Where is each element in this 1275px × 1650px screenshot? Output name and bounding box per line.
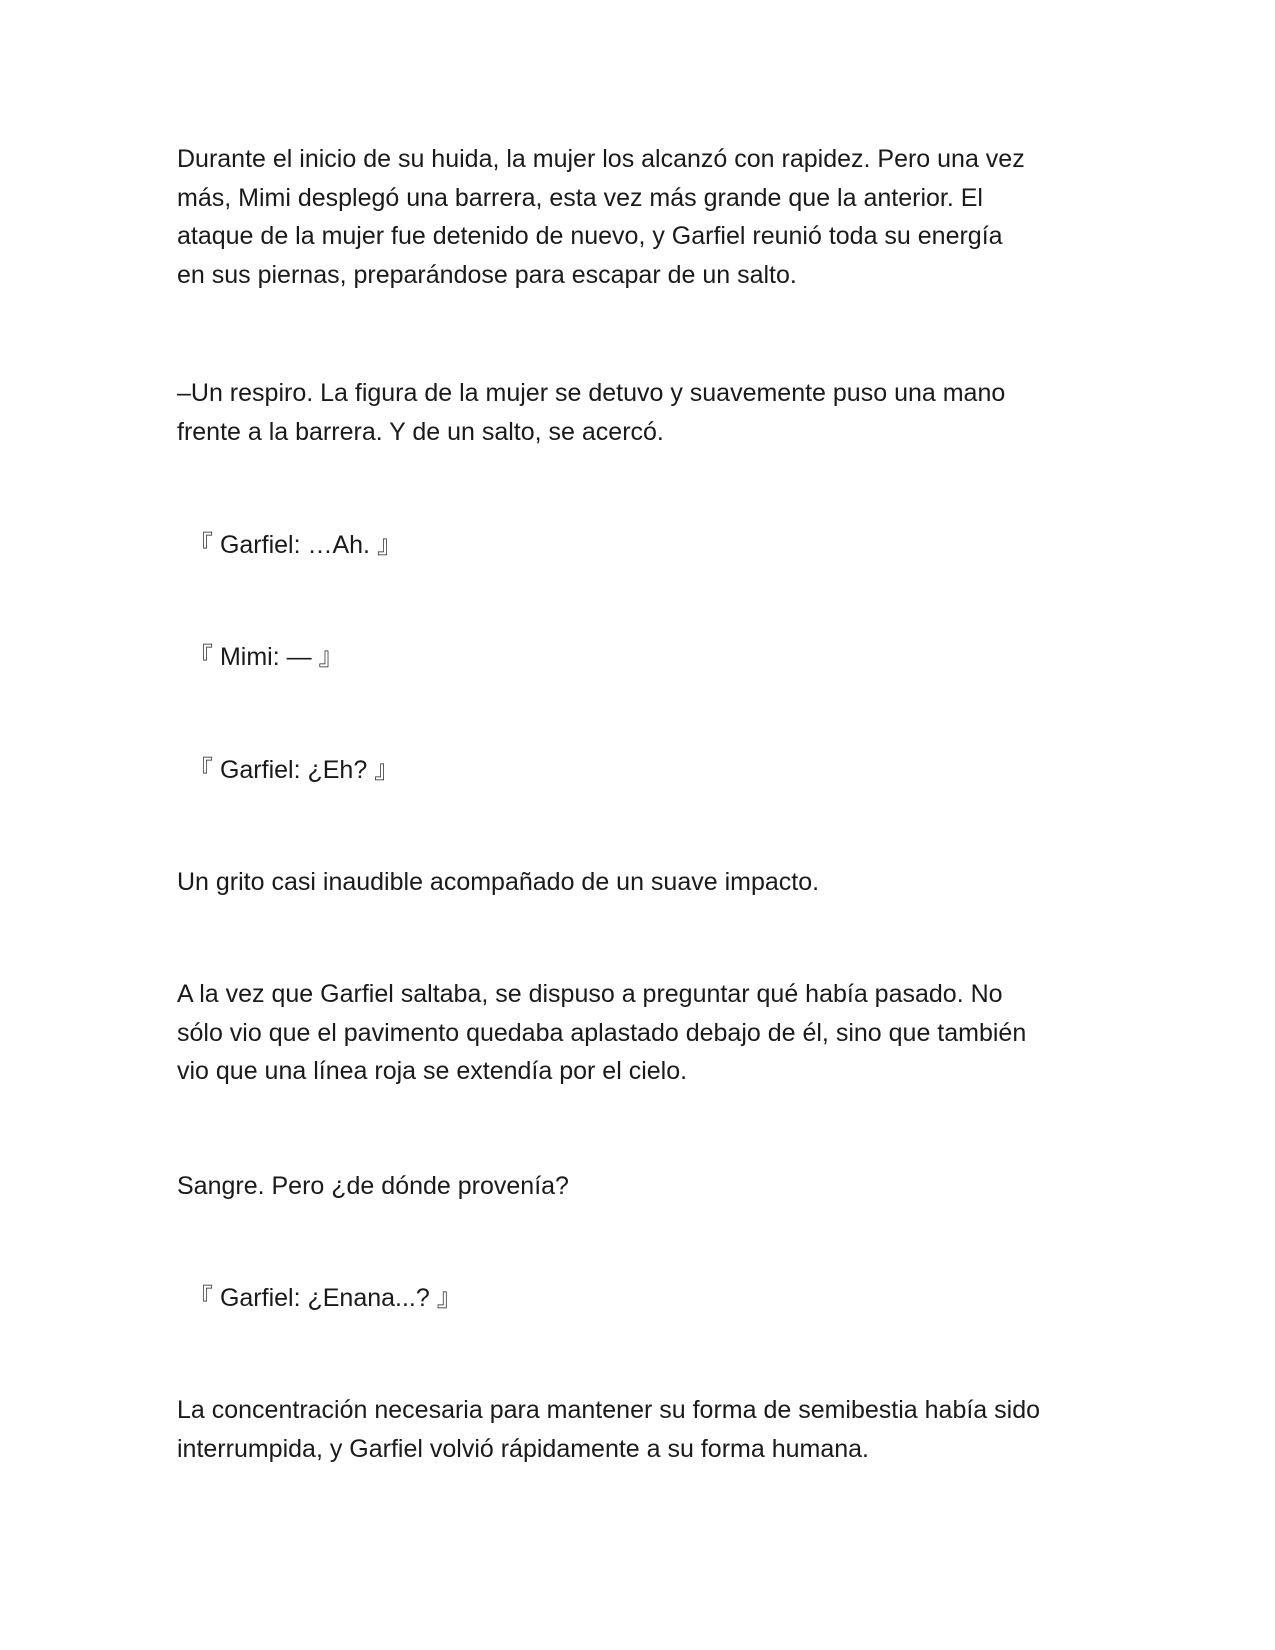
text-line: en sus piernas, preparándose para escapar de un salto.: [177, 260, 797, 289]
paragraph-escape: [177, 140, 1107, 294]
paragraph-respite: [177, 374, 1107, 451]
text-line: Durante el inicio de su huida, la mujer los alcanzó con rapidez. Pero una vez: [177, 145, 1025, 173]
paragraph-scream: Un grito casi inaudible acompañado de un suave impacto.: [177, 868, 820, 896]
text-line: –Un respiro. La figura de la mujer se detuvo y suavemente puso una mano: [177, 379, 1006, 407]
text-line: interrumpida, y Garfiel volvió rápidamente a su forma humana.: [177, 1434, 869, 1463]
dialogue-garfiel-enana: 『 Garfiel: ¿Enana...? 』: [188, 1284, 462, 1312]
dialogue-garfiel-ah: 『 Garfiel: …Ah. 』: [188, 531, 402, 559]
text-line: frente a la barrera. Y de un salto, se acercó.: [177, 417, 664, 446]
text-line: A la vez que Garfiel saltaba, se dispuso a preguntar qué había pasado. No: [177, 980, 1003, 1008]
paragraph-blood: Sangre. Pero ¿de dónde provenía?: [177, 1172, 569, 1200]
text-line: La concentración necesaria para mantener su forma de semibestia había sido: [177, 1396, 1041, 1424]
paragraph-red-line: [177, 975, 1107, 1091]
text-line: ataque de la mujer fue detenido de nuevo, y Garfiel reunió toda su energía: [177, 222, 1003, 250]
text-line: más, Mimi desplegó una barrera, esta vez más grande que la anterior. El: [177, 183, 983, 212]
dialogue-mimi: 『 Mimi: — 』: [188, 643, 344, 671]
dialogue-garfiel-eh: 『 Garfiel: ¿Eh? 』: [188, 756, 400, 784]
text-line: sólo vio que el pavimento quedaba aplastado debajo de él, sino que también: [177, 1018, 1027, 1047]
paragraph-human-form: [177, 1391, 1107, 1468]
text-line: vio que una línea roja se extendía por el cielo.: [177, 1057, 688, 1085]
